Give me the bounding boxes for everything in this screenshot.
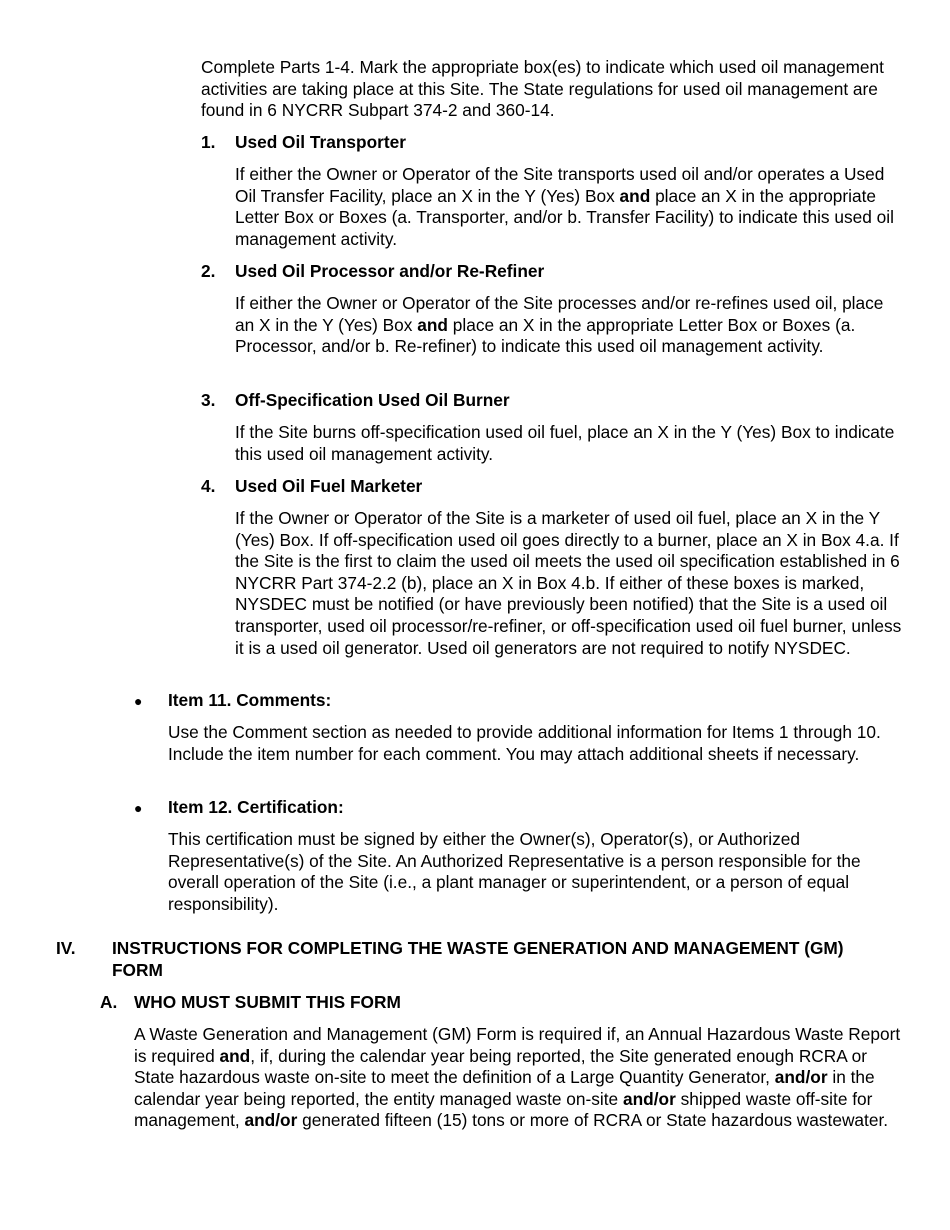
part-2-body-text: If either the Owner or Operator of the Site processes and/or re-refines used oil, place an X in the Y (Yes) Box [235, 293, 884, 335]
item-12-body: This certification must be signed by either the Owner(s), Operator(s), or Authorized Representative(s) of the Site. An Authorized Representative is a person responsible for the overall operation of the Site (i.e., a plant manager or superintendent, or a person of equal responsibility). [168, 829, 861, 914]
subsection-text-3: in the calendar year being reported, the entity managed waste on-site [134, 1067, 875, 1109]
part-1-title: Used Oil Transporter [235, 132, 406, 152]
section-iv-heading [56, 938, 896, 982]
item-11-heading [134, 690, 331, 713]
item-12-heading [134, 797, 344, 820]
intro-paragraph: Complete Parts 1-4. Mark the appropriate box(es) to indicate which used oil management activities are taking place at this Site. The State regulations for used oil management are found in 6 NYCRR Subpart 374-2 and 360-14. [201, 57, 884, 121]
subsection-bold-3: and/or [622, 1088, 676, 1109]
subsection-text-2: , if, during the calendar year being reported, the Site generated enough RCRA or State hazardous waste on-site to meet the definition of a Large Quantity Generator, [134, 1045, 867, 1088]
item-11-body: Use the Comment section as needed to provide additional information for Items 1 through 10. Include the item number for each comment. You may attach additional sheets if necessary. [168, 722, 881, 764]
part-2-body-text-2: place an X in the appropriate Letter Box or Boxes (a. Processor, and/or b. Re-refiner) to indicate this used oil management activity. [235, 314, 856, 357]
part-1-body-text: If either the Owner or Operator of the Site transports used oil and/or operates a Used Oil Transfer Facility, place an X in the Y (Yes) Box [235, 164, 885, 206]
part-1-body-bold: and [619, 185, 651, 206]
part-1-body-text-2: place an X in the appropriate Letter Box or Boxes (a. Transporter, and/or b. Transfer Facility) to indicate this used oil management activity. [235, 185, 894, 249]
part-3-body: If the Site burns off-specification used oil fuel, place an X in the Y (Yes) Box to indicate this used oil management activity. [235, 422, 895, 464]
part-3-title: Off-Specification Used Oil Burner [235, 390, 510, 410]
part-1-number: 1. [201, 132, 216, 152]
part-2-title: Used Oil Processor and/or Re-Refiner [235, 261, 545, 281]
subsection-title: WHO MUST SUBMIT THIS FORM [134, 992, 401, 1012]
bullet-icon: ● [134, 800, 143, 816]
part-1-body [235, 164, 907, 250]
item-12-title: Item 12. Certification: [168, 797, 344, 817]
section-title: INSTRUCTIONS FOR COMPLETING THE WASTE GENERATION AND MANAGEMENT (GM) FORM [112, 938, 844, 980]
bullet-icon: ● [134, 693, 143, 709]
part-3-number: 3. [201, 390, 216, 410]
part-2-body-bold: and [417, 314, 448, 335]
part-4-number: 4. [201, 476, 216, 496]
subsection-bold-2: and/or [774, 1067, 828, 1088]
section-number: IV. [56, 938, 76, 958]
part-2-number: 2. [201, 261, 216, 281]
subsection-text-5: generated fifteen (15) tons or more of RCRA or State hazardous wastewater. [297, 1110, 889, 1131]
subsection-bold-4: and/or [244, 1110, 298, 1131]
part-2-heading [201, 261, 544, 283]
part-3-heading [201, 390, 510, 412]
part-2-body [235, 293, 907, 358]
subsection-a-heading [100, 992, 401, 1014]
part-4-title: Used Oil Fuel Marketer [235, 476, 423, 496]
item-11-title: Item 11. Comments: [168, 690, 332, 710]
subsection-letter: A. [100, 992, 118, 1012]
part-4-heading [201, 476, 422, 498]
subsection-a-body [134, 1024, 904, 1132]
part-1-heading [201, 132, 406, 154]
subsection-text-4: shipped waste off-site for management, [134, 1088, 873, 1131]
subsection-text-1: A Waste Generation and Management (GM) Form is required if, an Annual Hazardous Waste Report is required [134, 1024, 901, 1066]
part-4-body: If the Owner or Operator of the Site is a marketer of used oil fuel, place an X in the Y (Yes) Box. If off-specification used oil goes directly to a burner, place an X in Box 4.a. If the Site is the first to claim the used oil meets the used oil specification established in 6 NYCRR Part 374-2.2 (b), place an X in Box 4.b. If either of these boxes is marked, NYSDEC must be notified (or have previously been notified) that the Site is a used oil transporter, used oil processor/re-refiner, or off-specification used oil fuel burner, unless it is a used oil generator. Used oil generators are not required to notify NYSDEC. [235, 508, 902, 658]
subsection-bold-1: and [219, 1045, 251, 1066]
